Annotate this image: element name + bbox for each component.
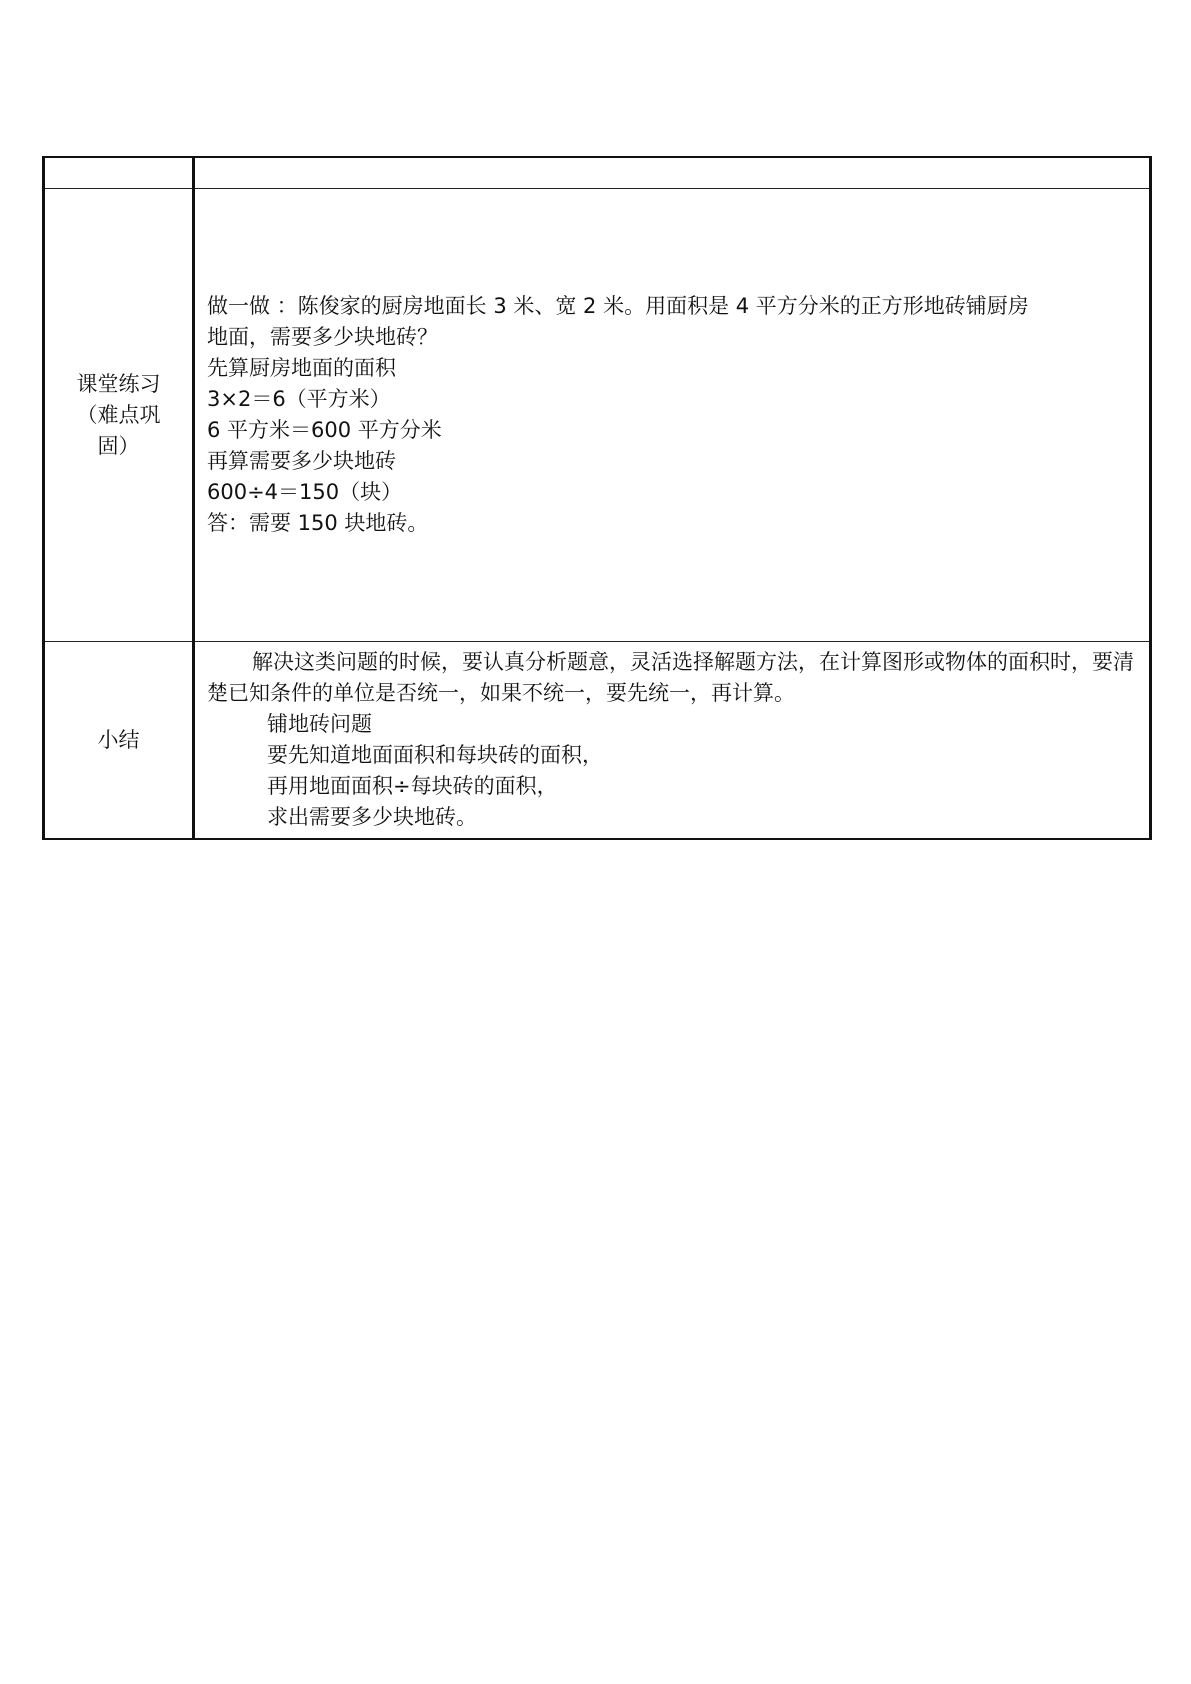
table-row-summary — [44, 642, 1151, 840]
summary-content — [195, 647, 1149, 833]
practice-line: 答：需要 150 块地砖。 — [207, 511, 429, 535]
empty-label-cell — [44, 157, 194, 189]
table-row-practice — [44, 189, 1151, 642]
summary-line: 铺地砖问题 — [267, 712, 372, 736]
table-row-empty — [44, 157, 1151, 189]
practice-line: 3×2＝6（平方米） — [207, 387, 391, 411]
practice-line: 先算厨房地面的面积 — [207, 356, 396, 380]
practice-line: 做一做 ：陈俊家的厨房地面长 3 米、宽 2 米。用面积是 4 平方分米的正方形地砖铺厨房 — [207, 294, 1029, 318]
empty-content-cell — [194, 157, 1151, 189]
summary-line: 求出需要多少块地砖。 — [267, 805, 477, 829]
summary-label-cell: 小结 — [44, 642, 194, 840]
practice-line: 6 平方米＝600 平方分米 — [207, 418, 442, 442]
practice-line: 600÷4＝150（块） — [207, 480, 403, 504]
practice-content — [195, 291, 1149, 539]
summary-paragraph: 解决这类问题的时候，要认真分析题意，灵活选择解题方法，在计算图形或物体的面积时，要清楚已知条件的单位是否统一，如果不统一，要先统一，再计算。 — [207, 650, 1134, 705]
practice-line: 再算需要多少块地砖 — [207, 449, 396, 473]
lesson-plan-table — [42, 156, 1152, 840]
practice-line: 地面，需要多少块地砖？ — [207, 325, 438, 349]
summary-line: 要先知道地面面积和每块砖的面积， — [267, 743, 603, 767]
practice-label-line: 固） — [97, 433, 140, 458]
summary-line: 再用地面面积÷每块砖的面积， — [267, 774, 558, 798]
practice-label-line: （难点巩 — [76, 402, 161, 427]
summary-content-cell — [194, 642, 1151, 840]
practice-label-cell — [44, 189, 194, 642]
practice-content-cell — [194, 189, 1151, 642]
practice-label-line: 课堂练习 — [76, 371, 161, 396]
